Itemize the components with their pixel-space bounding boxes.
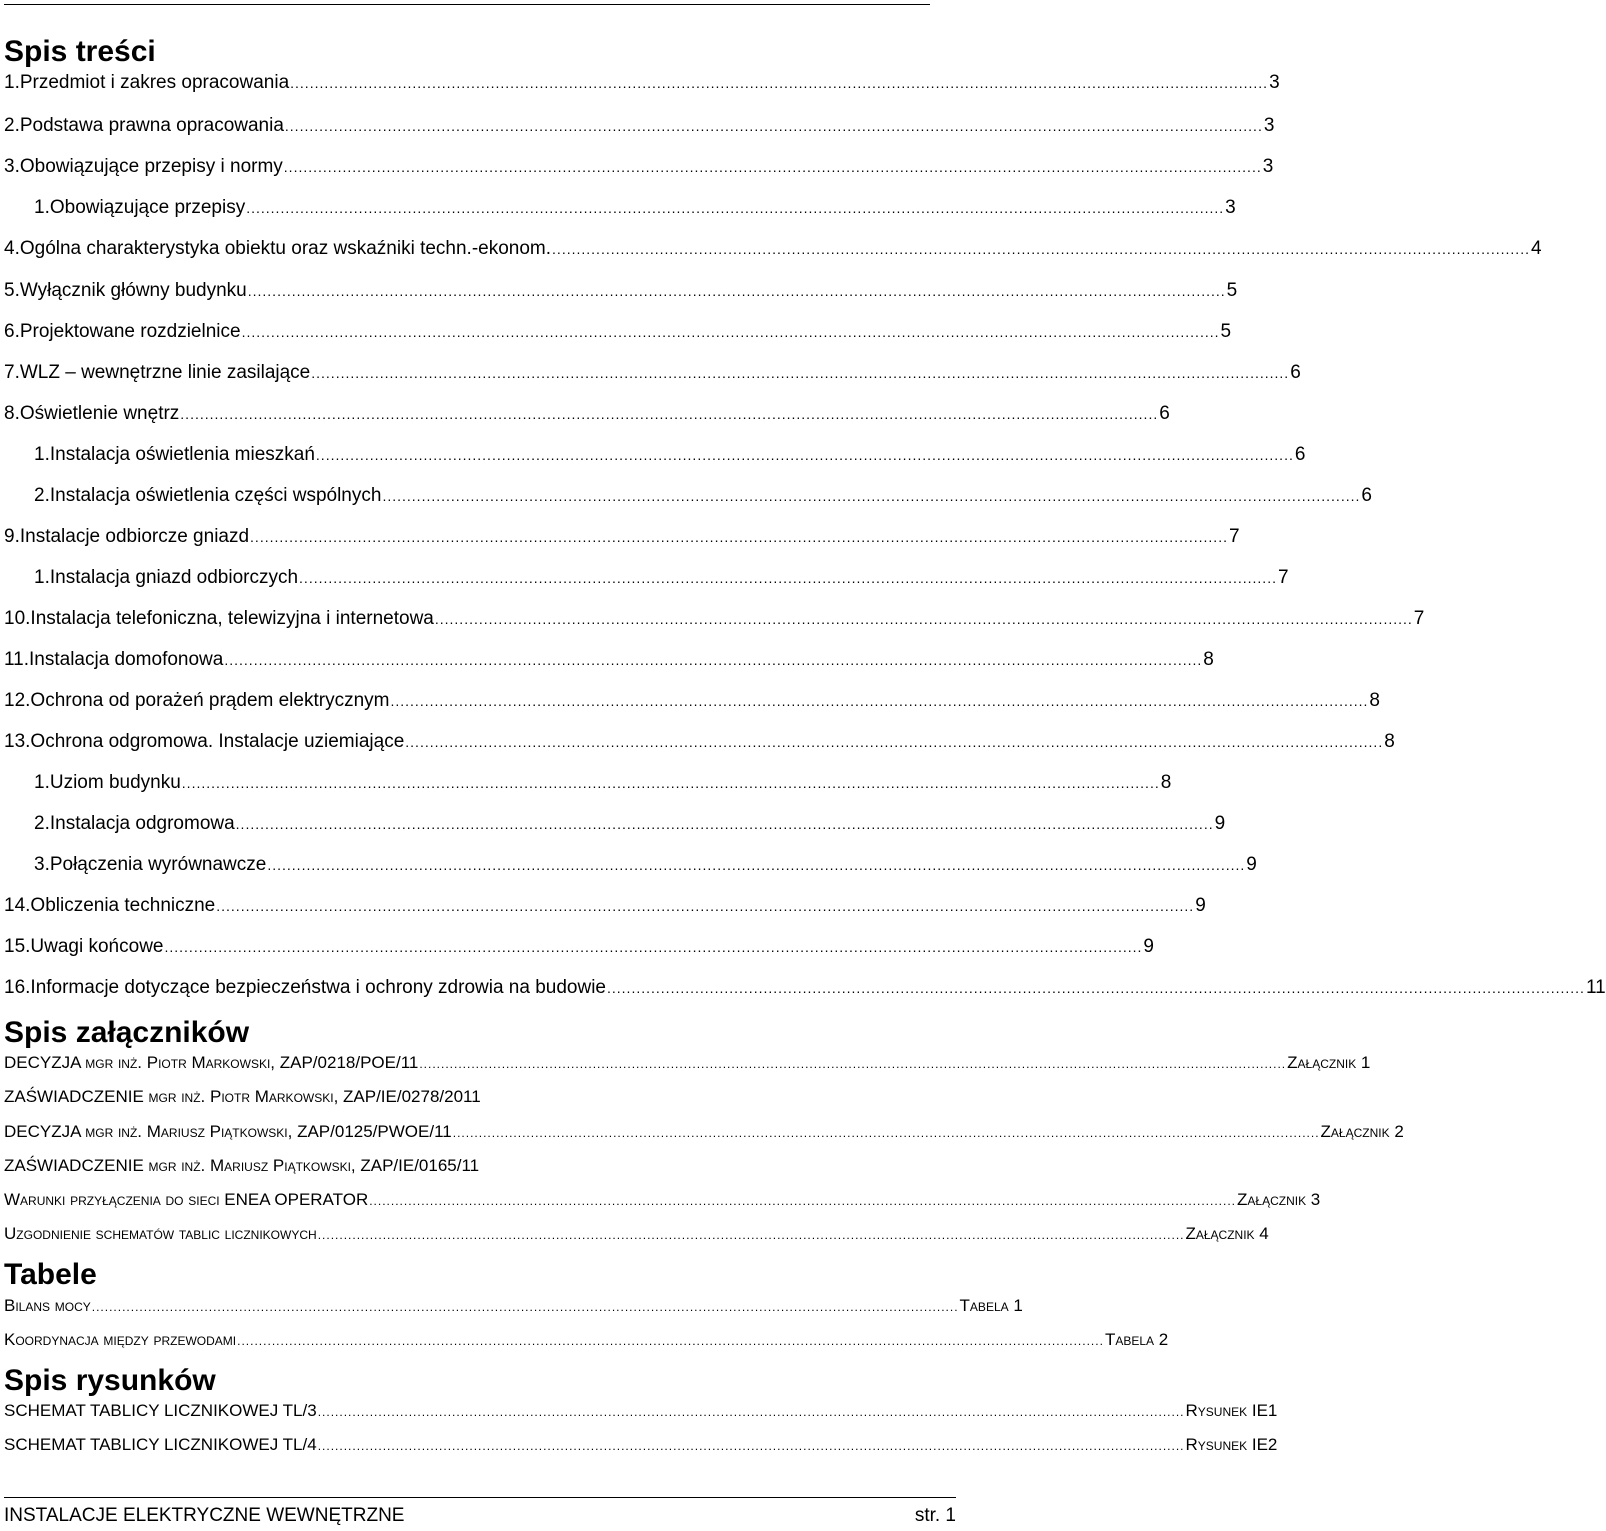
figure-entry-ref: Rysunek IE1 bbox=[1185, 1401, 1278, 1420]
toc-entry-page: 3 bbox=[1269, 72, 1280, 93]
top-rule bbox=[4, 4, 930, 5]
attachment-label: ZAŚWIADCZENIE mgr inż. Piotr Markowski, ZAP/IE/0278/2011 bbox=[4, 1087, 481, 1106]
toc-entry-page: 8 bbox=[1369, 690, 1380, 711]
toc-entry-page: 7 bbox=[1413, 608, 1425, 629]
attachment-label: DECYZJA mgr inż. Mariusz Piątkowski, ZAP/0125/PWOE/11 bbox=[4, 1122, 452, 1141]
leader-dots: ........................................................................................................................................................................................................ bbox=[250, 529, 1228, 545]
figures-heading: Spis rysunków bbox=[4, 1364, 216, 1397]
toc-entry-page: 9 bbox=[1246, 854, 1257, 875]
attachment-label: Uzgodnienie schematów tablic licznikowych bbox=[4, 1224, 317, 1243]
toc-entry-page: 3 bbox=[1225, 197, 1236, 218]
leader-dots: ........................................................................................................................................................................................................ bbox=[419, 1057, 1287, 1071]
toc-entry-page: 6 bbox=[1361, 485, 1372, 506]
toc-entry[interactable] bbox=[4, 403, 1170, 425]
toc-entry-page: 5 bbox=[1226, 280, 1238, 301]
leader-dots: ........................................................................................................................................................................................................ bbox=[390, 693, 1369, 709]
toc-entry[interactable] bbox=[4, 649, 1214, 671]
leader-dots: ........................................................................................................................................................................................................ bbox=[267, 857, 1246, 873]
toc-entry[interactable] bbox=[34, 485, 1372, 507]
attachment-entry[interactable] bbox=[4, 1155, 930, 1177]
leader-dots: ........................................................................................................................................................................................................ bbox=[181, 775, 1160, 791]
leader-dots: ........................................................................................................................................................................................................ bbox=[452, 1126, 1320, 1140]
leader-dots: ........................................................................................................................................................................................................ bbox=[552, 241, 1530, 257]
toc-entry-label: 7.WLZ – wewnętrzne linie zasilające bbox=[4, 362, 311, 383]
toc-entry[interactable] bbox=[34, 772, 1172, 794]
leader-dots: ........................................................................................................................................................................................................ bbox=[434, 611, 1413, 627]
toc-entry[interactable] bbox=[34, 567, 1289, 589]
toc-entry-label: 1.Instalacja oświetlenia mieszkań bbox=[34, 444, 315, 465]
toc-entry-page: 3 bbox=[1263, 115, 1275, 136]
attachment-entry[interactable] bbox=[4, 1121, 1404, 1144]
leader-dots: ........................................................................................................................................................................................................ bbox=[247, 283, 1226, 299]
leader-dots: ........................................................................................................................................................................................................ bbox=[607, 980, 1585, 996]
attachment-entry[interactable] bbox=[4, 1223, 1269, 1246]
toc-entry-page: 9 bbox=[1143, 936, 1154, 957]
page-number: str. 1 bbox=[914, 1505, 956, 1526]
leader-dots: ........................................................................................................................................................................................................ bbox=[405, 734, 1384, 750]
toc-entry-label: 13.Ochrona odgromowa. Instalacje uziemiające bbox=[4, 731, 405, 752]
table-entry-ref: Tabela 2 bbox=[1104, 1330, 1169, 1349]
toc-entry[interactable] bbox=[34, 444, 1306, 466]
toc-entry-label: 2.Instalacja odgromowa bbox=[34, 813, 235, 834]
attachment-ref: Załącznik 1 bbox=[1287, 1053, 1371, 1072]
toc-entry-page: 3 bbox=[1262, 156, 1274, 177]
toc-entry-page: 7 bbox=[1277, 567, 1289, 588]
table-entry[interactable] bbox=[4, 1329, 1169, 1352]
toc-entry[interactable] bbox=[4, 280, 1238, 302]
toc-entry-page: 8 bbox=[1160, 772, 1172, 793]
toc-entry-label: 6.Projektowane rozdzielnice bbox=[4, 321, 241, 342]
figure-entry-ref: Rysunek IE2 bbox=[1185, 1435, 1278, 1454]
leader-dots: ........................................................................................................................................................................................................ bbox=[164, 939, 1143, 955]
leader-dots: ........................................................................................................................................................................................................ bbox=[299, 570, 1277, 586]
toc-entry-page: 11 bbox=[1585, 977, 1606, 998]
toc-entry-label: 16.Informacje dotyczące bezpieczeństwa i ochrony zdrowia na budowie bbox=[4, 977, 606, 998]
leader-dots: ........................................................................................................................................................................................................ bbox=[241, 324, 1220, 340]
toc-entry[interactable] bbox=[4, 936, 1154, 958]
leader-dots: ........................................................................................................................................................................................................ bbox=[235, 816, 1214, 832]
tables-heading: Tabele bbox=[4, 1258, 97, 1291]
toc-entry[interactable] bbox=[34, 813, 1226, 835]
toc-entry[interactable] bbox=[4, 362, 1301, 384]
toc-heading: Spis treści bbox=[4, 35, 156, 68]
toc-entry-page: 8 bbox=[1203, 649, 1214, 670]
toc-entry-label: 4.Ogólna charakterystyka obiektu oraz wskaźniki techn.-ekonom. bbox=[4, 238, 552, 259]
leader-dots: ........................................................................................................................................................................................................ bbox=[317, 1228, 1185, 1242]
toc-entry[interactable] bbox=[34, 854, 1257, 876]
toc-entry-label: 15.Uwagi końcowe bbox=[4, 936, 164, 957]
toc-entry[interactable] bbox=[4, 526, 1240, 548]
toc-entry-page: 9 bbox=[1195, 895, 1206, 916]
toc-entry[interactable] bbox=[4, 690, 1380, 712]
leader-dots: ........................................................................................................................................................................................................ bbox=[311, 365, 1290, 381]
leader-dots: ........................................................................................................................................................................................................ bbox=[369, 1194, 1237, 1208]
toc-entry-label: 1.Obowiązujące przepisy bbox=[34, 197, 246, 218]
toc-entry-page: 6 bbox=[1290, 362, 1301, 383]
attachment-entry[interactable] bbox=[4, 1086, 930, 1108]
toc-entry-label: 11.Instalacja domofonowa bbox=[4, 649, 224, 670]
toc-entry[interactable] bbox=[4, 321, 1232, 343]
toc-entry-label: 3.Obowiązujące przepisy i normy bbox=[4, 156, 283, 177]
toc-entry-page: 9 bbox=[1214, 813, 1226, 834]
toc-entry[interactable] bbox=[34, 197, 1236, 219]
attachment-entry[interactable] bbox=[4, 1052, 1371, 1075]
leader-dots: ........................................................................................................................................................................................................ bbox=[216, 898, 1195, 914]
figure-entry[interactable] bbox=[4, 1400, 1278, 1423]
footer-rule bbox=[4, 1497, 956, 1498]
attachments-heading: Spis załączników bbox=[4, 1016, 250, 1049]
toc-entry[interactable] bbox=[4, 977, 1606, 999]
table-entry-label: Koordynacja między przewodami bbox=[4, 1330, 237, 1349]
toc-entry-label: 14.Obliczenia techniczne bbox=[4, 895, 216, 916]
attachment-label: ZAŚWIADCZENIE mgr inż. Mariusz Piątkowski, ZAP/IE/0165/11 bbox=[4, 1156, 480, 1175]
toc-entry-label: 5.Wyłącznik główny budynku bbox=[4, 280, 247, 301]
toc-entry[interactable] bbox=[4, 608, 1425, 630]
leader-dots: ........................................................................................................................................................................................................ bbox=[237, 1334, 1104, 1348]
leader-dots: ........................................................................................................................................................................................................ bbox=[284, 118, 1263, 134]
footer-title: INSTALACJE ELEKTRYCZNE WEWNĘTRZNE bbox=[4, 1505, 405, 1526]
attachment-label: Warunki przyłączenia do sieci ENEA OPERATOR bbox=[4, 1190, 369, 1209]
leader-dots: ........................................................................................................................................................................................................ bbox=[246, 200, 1225, 216]
toc-entry-label: 1.Instalacja gniazd odbiorczych bbox=[34, 567, 299, 588]
toc-entry-label: 1.Uziom budynku bbox=[34, 772, 181, 793]
attachment-entry[interactable] bbox=[4, 1189, 1321, 1212]
toc-entry-page: 6 bbox=[1294, 444, 1306, 465]
toc-entry-page: 6 bbox=[1159, 403, 1170, 424]
leader-dots: ........................................................................................................................................................................................................ bbox=[315, 447, 1294, 463]
toc-entry-page: 7 bbox=[1228, 526, 1240, 547]
toc-entry-page: 4 bbox=[1530, 238, 1542, 259]
toc-entry-label: 1.Przedmiot i zakres opracowania bbox=[4, 72, 290, 93]
toc-entry[interactable] bbox=[4, 895, 1206, 917]
figure-entry[interactable] bbox=[4, 1434, 1278, 1457]
attachment-ref: Załącznik 3 bbox=[1237, 1190, 1321, 1209]
toc-entry[interactable] bbox=[4, 115, 1275, 137]
figure-entry-label: SCHEMAT TABLICY LICZNIKOWEJ TL/3 bbox=[4, 1401, 317, 1420]
toc-entry-label: 12.Ochrona od porażeń prądem elektrycznym bbox=[4, 690, 390, 711]
toc-entry[interactable] bbox=[4, 156, 1274, 178]
toc-entry-page: 8 bbox=[1384, 731, 1395, 752]
table-entry[interactable] bbox=[4, 1295, 1023, 1318]
leader-dots: ........................................................................................................................................................................................................ bbox=[91, 1300, 959, 1314]
leader-dots: ........................................................................................................................................................................................................ bbox=[317, 1439, 1185, 1453]
toc-entry-label: 8.Oświetlenie wnętrz bbox=[4, 403, 180, 424]
toc-entry-label: 10.Instalacja telefoniczna, telewizyjna i internetowa bbox=[4, 608, 434, 629]
leader-dots: ........................................................................................................................................................................................................ bbox=[317, 1405, 1185, 1419]
leader-dots: ........................................................................................................................................................................................................ bbox=[180, 406, 1159, 422]
leader-dots: ........................................................................................................................................................................................................ bbox=[290, 75, 1269, 91]
toc-entry-page: 5 bbox=[1220, 321, 1232, 342]
attachment-ref: Załącznik 2 bbox=[1320, 1122, 1404, 1141]
table-entry-label: Bilans mocy bbox=[4, 1296, 91, 1315]
toc-entry-label: 2.Instalacja oświetlenia części wspólnych bbox=[34, 485, 382, 506]
toc-entry[interactable] bbox=[4, 731, 1395, 753]
toc-entry-label: 3.Połączenia wyrównawcze bbox=[34, 854, 267, 875]
leader-dots: ........................................................................................................................................................................................................ bbox=[224, 652, 1203, 668]
leader-dots: ........................................................................................................................................................................................................ bbox=[283, 159, 1262, 175]
toc-entry-label: 9.Instalacje odbiorcze gniazd bbox=[4, 526, 250, 547]
attachment-ref: Załącznik 4 bbox=[1185, 1224, 1269, 1243]
table-entry-ref: Tabela 1 bbox=[959, 1296, 1023, 1315]
attachment-label: DECYZJA mgr inż. Piotr Markowski, ZAP/0218/POE/11 bbox=[4, 1053, 419, 1072]
figure-entry-label: SCHEMAT TABLICY LICZNIKOWEJ TL/4 bbox=[4, 1435, 317, 1454]
leader-dots: ........................................................................................................................................................................................................ bbox=[382, 488, 1361, 504]
toc-entry[interactable] bbox=[4, 238, 1542, 260]
toc-entry[interactable] bbox=[4, 72, 1280, 94]
toc-entry-label: 2.Podstawa prawna opracowania bbox=[4, 115, 284, 136]
